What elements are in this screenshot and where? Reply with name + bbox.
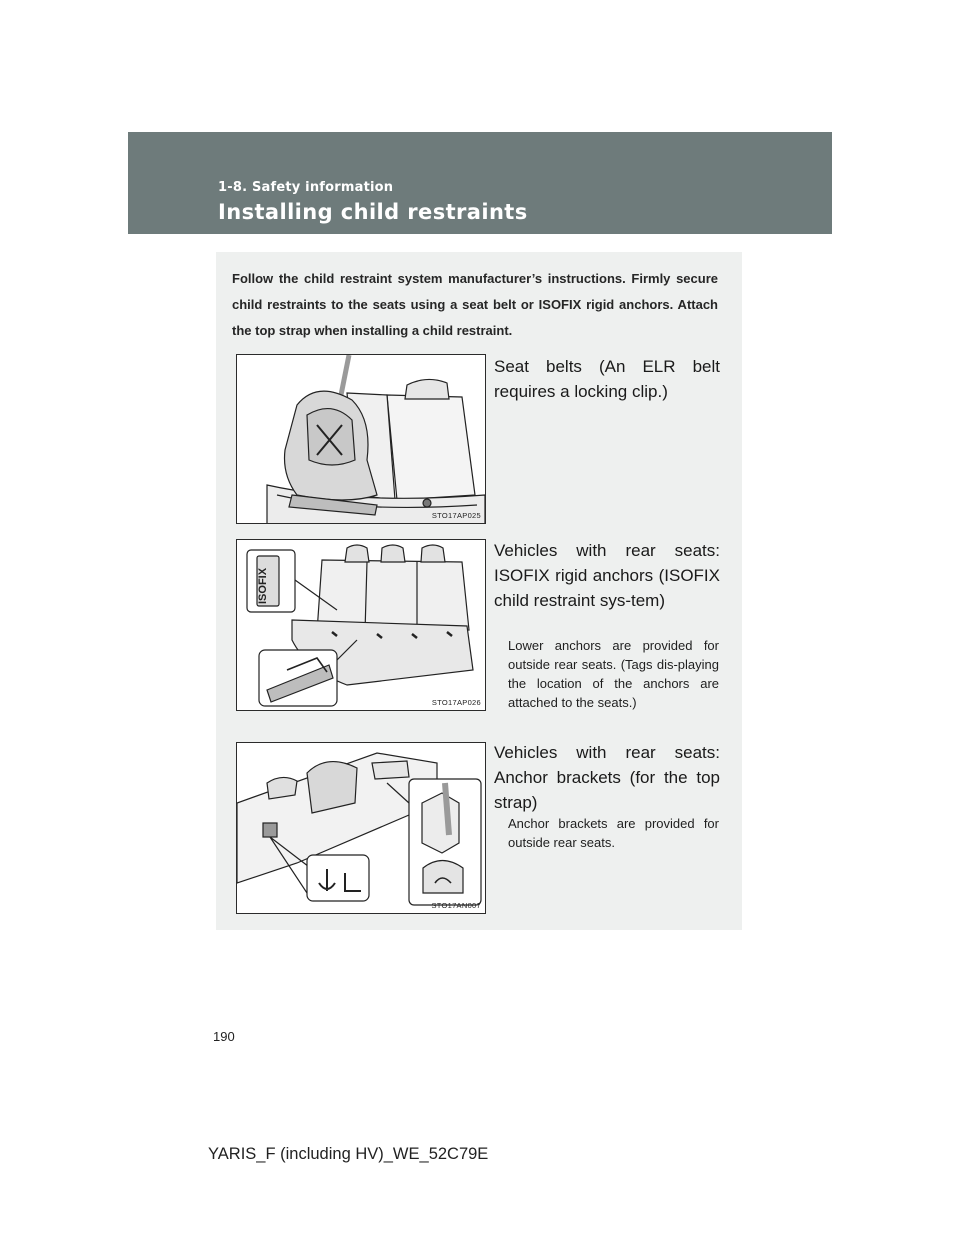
intro-paragraph: Follow the child restraint system manufacturer’s instructions. Firmly secure child restraints to the seats using a seat belt or ISOFIX rigid anchors. Attach the top strap when installing a child restraint. — [232, 271, 718, 338]
anchor-bracket-illustration — [237, 743, 486, 914]
item-anchor-brackets-description: Vehicles with rear seats: Anchor brackets (for the top strap) — [494, 743, 720, 812]
section-label: 1-8. Safety information — [218, 180, 394, 195]
item-anchor-brackets-note: Anchor brackets are provided for outside rear seats. — [508, 816, 719, 850]
item-isofix-description: Vehicles with rear seats: ISOFIX rigid anchors (ISOFIX child restraint sys-tem) — [494, 541, 720, 610]
figure-code: STO17AP025 — [431, 511, 481, 520]
page-number: 190 — [213, 1029, 235, 1044]
child-seat-belt-illustration — [237, 355, 486, 524]
figure-seat-belt-installation — [236, 354, 486, 524]
footer-document-id: YARIS_F (including HV)_WE_52C79E — [208, 1145, 489, 1163]
item-seat-belts-description: Seat belts (An ELR belt requires a locking clip.) — [494, 357, 720, 401]
section-header-bar — [128, 132, 832, 234]
isofix-tag-label: ISOFIX — [257, 567, 269, 605]
figure-code: STO17AP026 — [431, 698, 481, 707]
figure-anchor-brackets — [236, 742, 486, 914]
item-isofix-note: Lower anchors are provided for outside rear seats. (Tags dis-playing the location of the anchors are attached to the seats.) — [508, 638, 719, 710]
content-panel — [216, 252, 742, 930]
figure-code: STO17AN007 — [431, 901, 481, 910]
page-title: Installing child restraints — [218, 200, 528, 224]
figure-isofix-anchors — [236, 539, 486, 711]
